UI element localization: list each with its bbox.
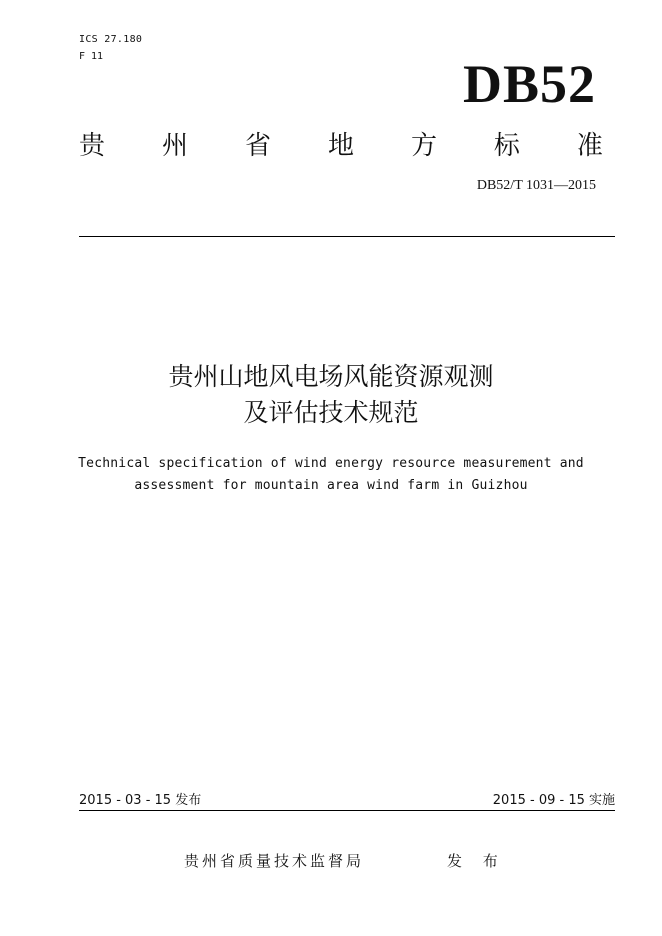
header-divider [79,236,615,237]
standard-type-heading [79,128,603,164]
implement-date: 2015 - 09 - 15 实施 [492,793,615,808]
standard-type-char: 标 [493,131,520,161]
standard-number: DB52/T 1031—2015 [476,178,596,193]
standard-type-char: 地 [327,131,354,161]
title-cn-line1: 贵州山地风电场风能资源观测 [168,362,494,391]
standard-type-char: 贵 [79,131,106,161]
standard-type-char: 州 [161,131,188,161]
ics-code: ICS 27.180 [79,34,143,45]
standard-type-char: 方 [410,131,437,161]
issue-label: 发 布 [447,852,506,870]
standard-type-char: 准 [576,131,603,161]
footer-divider [79,810,615,811]
title-en-line1: Technical specification of wind energy resource measurement and [78,456,584,471]
db52-logo: DB52 [462,54,596,114]
issuing-authority: 贵州省质量技术监督局 [184,852,365,870]
title-cn-line2: 及评估技术规范 [243,398,419,427]
standard-type-char: 省 [244,131,271,161]
date-row [79,792,615,810]
title-en-line2: assessment for mountain area wind farm in Guizhou [134,478,528,493]
publish-date: 2015 - 03 - 15 发布 [79,793,202,808]
classification-code: F 11 [79,51,104,62]
